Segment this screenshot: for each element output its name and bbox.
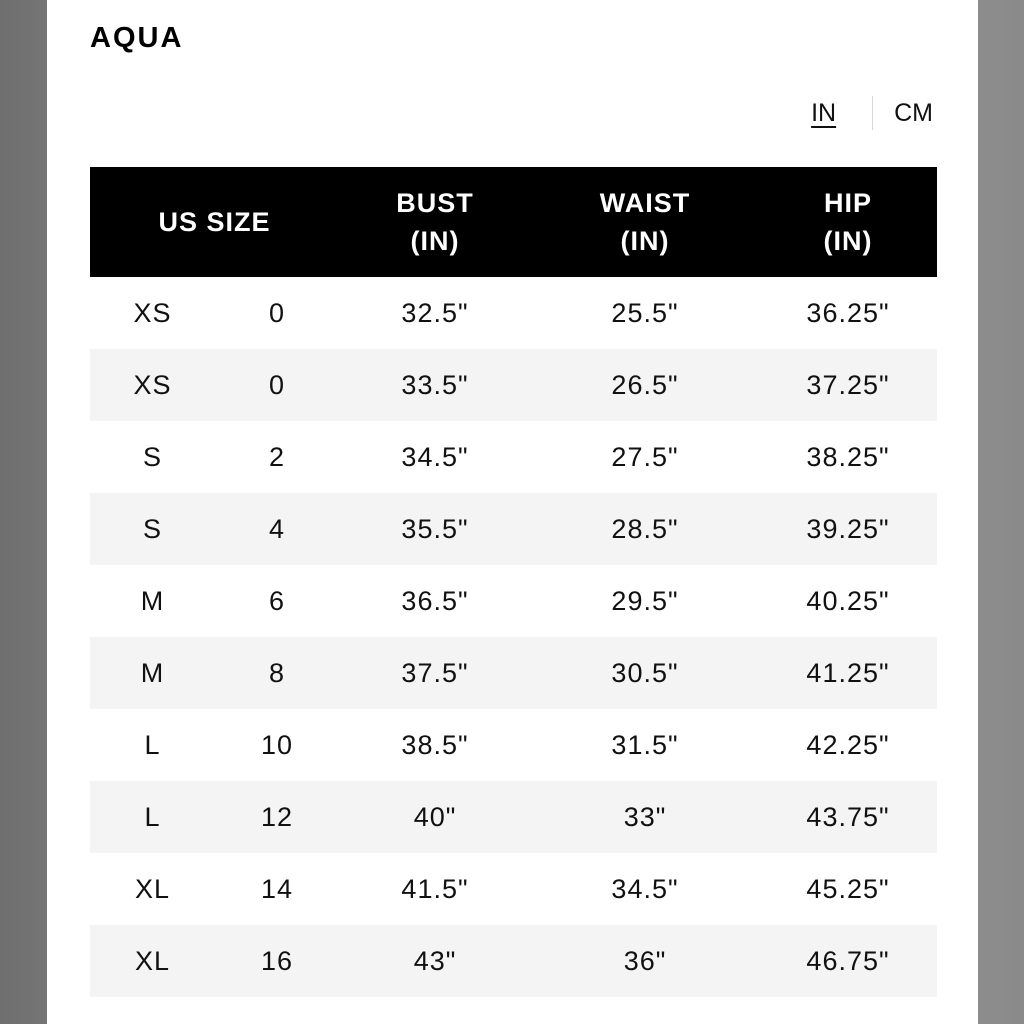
cell-waist: 30.5" bbox=[531, 637, 759, 709]
cell-waist: 28.5" bbox=[531, 493, 759, 565]
cell-bust: 40" bbox=[339, 781, 531, 853]
table-row bbox=[90, 781, 937, 853]
header-waist-label: WAIST bbox=[599, 188, 691, 218]
cell-letter-size: L bbox=[90, 781, 215, 853]
header-hip-unit: (IN) bbox=[823, 226, 873, 256]
cell-bust: 37.5" bbox=[339, 637, 531, 709]
table-row bbox=[90, 853, 937, 925]
cell-bust: 43" bbox=[339, 925, 531, 997]
cell-hip: 36.25" bbox=[806, 297, 890, 328]
table-row bbox=[90, 637, 937, 709]
cell-number-size: 10 bbox=[260, 729, 294, 760]
cell-hip: 43.75" bbox=[759, 781, 937, 853]
table-row bbox=[90, 349, 937, 421]
cell-waist: 27.5" bbox=[611, 441, 679, 472]
table-row bbox=[90, 565, 937, 637]
cell-hip: 41.25" bbox=[759, 637, 937, 709]
cell-number-size: 16 bbox=[215, 925, 339, 997]
cell-number-size: 14 bbox=[260, 873, 294, 904]
cell-bust: 36.5" bbox=[401, 585, 469, 616]
size-chart-table bbox=[90, 167, 937, 997]
cell-waist: 26.5" bbox=[531, 349, 759, 421]
header-row bbox=[90, 167, 937, 277]
table-row bbox=[90, 421, 937, 493]
cell-bust: 34.5" bbox=[401, 441, 469, 472]
cell-hip: 45.25" bbox=[806, 873, 890, 904]
brand-title: AQUA bbox=[90, 22, 184, 54]
cell-letter-size: XL bbox=[134, 873, 171, 904]
cell-waist: 34.5" bbox=[611, 873, 679, 904]
cell-waist: 25.5" bbox=[611, 297, 679, 328]
cell-waist: 33" bbox=[531, 781, 759, 853]
cell-hip: 46.75" bbox=[759, 925, 937, 997]
cell-hip: 40.25" bbox=[806, 585, 890, 616]
cell-bust: 35.5" bbox=[339, 493, 531, 565]
table-row bbox=[90, 493, 937, 565]
size-chart-panel bbox=[47, 0, 978, 1024]
cell-bust: 32.5" bbox=[401, 297, 469, 328]
cell-bust: 33.5" bbox=[339, 349, 531, 421]
unit-in-button[interactable]: IN bbox=[811, 98, 837, 127]
table-header bbox=[90, 167, 937, 277]
cell-number-size: 12 bbox=[215, 781, 339, 853]
cell-number-size: 2 bbox=[268, 441, 286, 472]
cell-letter-size: XL bbox=[90, 925, 215, 997]
table-row bbox=[90, 925, 937, 997]
cell-hip: 42.25" bbox=[806, 729, 890, 760]
table-row bbox=[90, 709, 937, 781]
cell-letter-size: XS bbox=[133, 297, 172, 328]
cell-waist: 31.5" bbox=[611, 729, 679, 760]
header-waist bbox=[531, 167, 759, 277]
unit-divider bbox=[872, 96, 873, 130]
header-bust bbox=[339, 167, 531, 277]
cell-number-size: 8 bbox=[215, 637, 339, 709]
header-hip-label: HIP bbox=[823, 188, 872, 218]
header-hip bbox=[759, 167, 937, 277]
cell-letter-size: S bbox=[142, 441, 162, 472]
header-us-size-label: US SIZE bbox=[158, 207, 271, 237]
cell-number-size: 0 bbox=[215, 349, 339, 421]
cell-letter-size: XS bbox=[90, 349, 215, 421]
table-body bbox=[90, 277, 937, 997]
unit-toggle bbox=[809, 96, 935, 130]
cell-letter-size: M bbox=[90, 637, 215, 709]
header-bust-label: BUST bbox=[396, 188, 474, 218]
cell-number-size: 4 bbox=[215, 493, 339, 565]
header-bust-unit: (IN) bbox=[410, 226, 460, 256]
cell-waist: 36" bbox=[531, 925, 759, 997]
cell-hip: 37.25" bbox=[759, 349, 937, 421]
cell-bust: 38.5" bbox=[401, 729, 469, 760]
cell-letter-size: S bbox=[90, 493, 215, 565]
header-us-size bbox=[90, 167, 339, 277]
table-row bbox=[90, 277, 937, 349]
cell-letter-size: L bbox=[144, 729, 161, 760]
cell-waist: 29.5" bbox=[611, 585, 679, 616]
cell-letter-size: M bbox=[140, 585, 165, 616]
cell-hip: 38.25" bbox=[806, 441, 890, 472]
cell-bust: 41.5" bbox=[401, 873, 469, 904]
cell-number-size: 6 bbox=[268, 585, 286, 616]
header-waist-unit: (IN) bbox=[620, 226, 670, 256]
cell-number-size: 0 bbox=[268, 297, 286, 328]
cell-hip: 39.25" bbox=[759, 493, 937, 565]
unit-cm-button[interactable]: CM bbox=[894, 98, 933, 127]
